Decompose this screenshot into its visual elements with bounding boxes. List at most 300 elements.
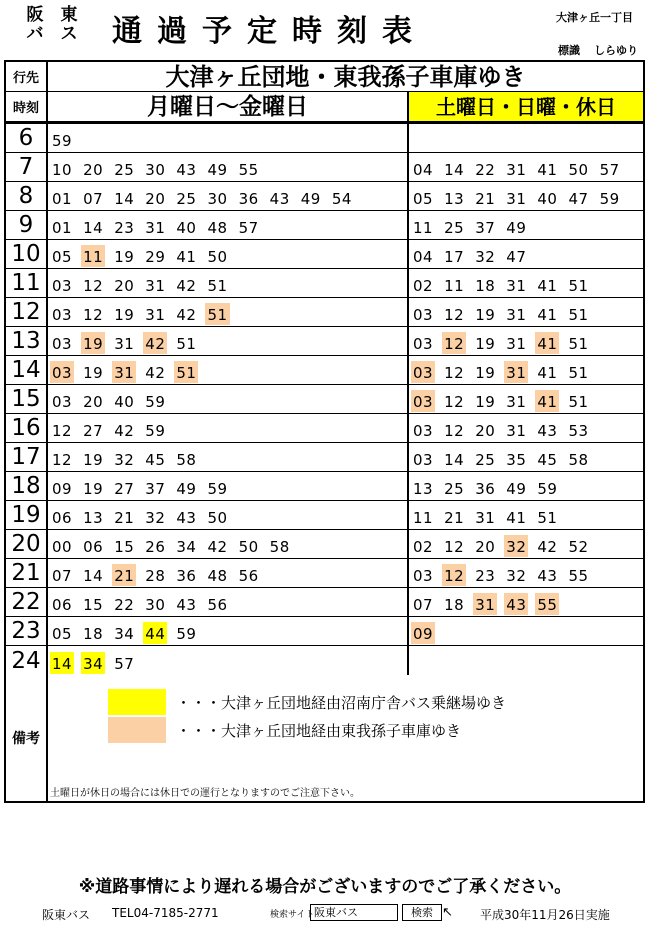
- weekday-minutes: [50, 390, 174, 412]
- departure-minute: 31: [506, 190, 527, 208]
- weekend-cell: [409, 182, 643, 210]
- departure-minute: 23: [475, 567, 496, 585]
- departure-minute: 31: [506, 306, 527, 324]
- weekend-minutes: [411, 506, 566, 528]
- departure-minute: 02: [413, 277, 434, 295]
- departure-minute: 42: [207, 538, 228, 556]
- hour-label: 23: [6, 617, 48, 645]
- departure-minute: 51: [207, 277, 228, 295]
- departure-minute: 01: [52, 190, 73, 208]
- departure-minute: 31: [473, 593, 497, 615]
- weekend-minutes: [411, 274, 598, 296]
- departure-minute: 59: [599, 190, 620, 208]
- departure-minute: 51: [176, 335, 197, 353]
- weekday-cell: [48, 414, 409, 442]
- weekend-cell: [409, 153, 643, 181]
- hour-label: 19: [6, 501, 48, 529]
- weekday-cell: [48, 646, 409, 675]
- departure-minute: 03: [413, 567, 434, 585]
- weekend-cell: [409, 327, 643, 355]
- stop-name: 大津ヶ丘一丁目: [556, 11, 633, 24]
- departure-minute: 27: [114, 480, 135, 498]
- weekday-minutes: [50, 129, 81, 151]
- departure-minute: 20: [83, 161, 104, 179]
- departure-minute: 25: [176, 190, 197, 208]
- departure-minute: 41: [535, 390, 559, 412]
- weekend-minutes: [411, 622, 442, 644]
- weekday-cell: [48, 617, 409, 645]
- sign-value: しらゆり: [594, 44, 638, 57]
- departure-minute: 43: [504, 593, 528, 615]
- departure-minute: 12: [52, 422, 73, 440]
- departure-minute: 03: [413, 335, 434, 353]
- weekday-minutes: [50, 535, 299, 557]
- departure-minute: 40: [176, 219, 197, 237]
- effective-date: 平成30年11月26日実施: [480, 908, 610, 922]
- weekday-minutes: [50, 477, 237, 499]
- departure-minute: 32: [145, 509, 166, 527]
- departure-minute: 12: [444, 393, 465, 411]
- weekday-cell: [48, 588, 409, 616]
- departure-minute: 12: [444, 538, 465, 556]
- hour-row: [6, 269, 643, 298]
- time-label: 時刻: [6, 92, 48, 121]
- departure-minute: 25: [475, 451, 496, 469]
- departure-minute: 35: [506, 451, 527, 469]
- search-site-label: 検索サイト: [270, 910, 315, 920]
- departure-minute: 34: [176, 538, 197, 556]
- departure-minute: 03: [411, 390, 435, 412]
- departure-minute: 21: [114, 509, 135, 527]
- departure-minute: 31: [506, 277, 527, 295]
- weekend-minutes: [411, 477, 566, 499]
- departure-minute: 03: [52, 393, 73, 411]
- weekday-cell: [48, 327, 409, 355]
- hour-label: 7: [6, 153, 48, 181]
- departure-minute: 11: [444, 277, 465, 295]
- weekday-cell: [48, 124, 409, 152]
- weekend-cell: [409, 298, 643, 326]
- weekend-minutes: [411, 361, 598, 383]
- company-logo-col2: 東 ス: [60, 5, 78, 44]
- departure-minute: 53: [568, 422, 589, 440]
- hour-row: [6, 211, 643, 240]
- weekday-minutes: [50, 216, 268, 238]
- departure-minute: 03: [52, 306, 73, 324]
- hour-row: [6, 414, 643, 443]
- departure-minute: 45: [145, 451, 166, 469]
- departure-minute: 12: [83, 277, 104, 295]
- departure-minute: 18: [83, 625, 104, 643]
- notes-label: 備考: [6, 675, 48, 801]
- weekend-minutes: [411, 535, 598, 557]
- weekend-minutes: [411, 158, 629, 180]
- departure-minute: 51: [568, 335, 589, 353]
- departure-minute: 12: [442, 564, 466, 586]
- notes: [48, 675, 643, 801]
- departure-minute: 31: [506, 393, 527, 411]
- departure-minute: 23: [114, 219, 135, 237]
- departure-minute: 25: [114, 161, 135, 179]
- departure-minute: 25: [444, 480, 465, 498]
- departure-minute: 03: [413, 451, 434, 469]
- departure-minute: 43: [537, 567, 558, 585]
- weekday-cell: [48, 472, 409, 500]
- weekend-cell: [409, 211, 643, 239]
- departure-minute: 31: [506, 422, 527, 440]
- weekend-cell: [409, 240, 643, 268]
- departure-minute: 06: [52, 509, 73, 527]
- weekend-cell: [409, 617, 643, 645]
- departure-minute: 43: [176, 161, 197, 179]
- weekend-cell: [409, 588, 643, 616]
- departure-minute: 36: [238, 190, 259, 208]
- legend-orange: [108, 717, 461, 743]
- hour-row: [6, 327, 643, 356]
- hour-label: 24: [6, 646, 48, 675]
- departure-minute: 13: [83, 509, 104, 527]
- weekend-cell: [409, 443, 643, 471]
- departure-minute: 19: [475, 393, 496, 411]
- hour-label: 17: [6, 443, 48, 471]
- departure-minute: 59: [176, 625, 197, 643]
- departure-minute: 51: [205, 303, 229, 325]
- cursor-pointer-icon: ↖: [442, 905, 453, 920]
- departure-minute: 01: [52, 219, 73, 237]
- departure-minute: 31: [145, 219, 166, 237]
- departure-minute: 49: [176, 480, 197, 498]
- departure-minute: 34: [114, 625, 135, 643]
- weekend-minutes: [411, 593, 566, 615]
- departure-minute: 31: [145, 277, 166, 295]
- departure-minute: 31: [506, 335, 527, 353]
- departure-minute: 43: [176, 509, 197, 527]
- weekend-cell: [409, 559, 643, 587]
- weekday-minutes: [50, 506, 237, 528]
- departure-minute: 41: [537, 364, 558, 382]
- departure-minute: 57: [599, 161, 620, 179]
- departure-minute: 34: [81, 652, 105, 674]
- departure-minute: 50: [568, 161, 589, 179]
- sign-info: [558, 42, 638, 58]
- weekend-cell: [409, 269, 643, 297]
- departure-minute: 42: [176, 306, 197, 324]
- departure-minute: 19: [114, 306, 135, 324]
- departure-minute: 41: [537, 306, 558, 324]
- departure-minute: 15: [114, 538, 135, 556]
- departure-minute: 40: [114, 393, 135, 411]
- departure-minute: 56: [238, 567, 259, 585]
- footer-phone: TEL04-7185-2771: [112, 906, 219, 920]
- hour-label: 12: [6, 298, 48, 326]
- departure-minute: 45: [537, 451, 558, 469]
- weekday-minutes: [50, 187, 361, 209]
- departure-minute: 59: [207, 480, 228, 498]
- departure-minute: 32: [475, 248, 496, 266]
- legend-yellow: [108, 689, 506, 715]
- departure-minute: 14: [444, 451, 465, 469]
- hour-label: 11: [6, 269, 48, 297]
- departure-minute: 14: [50, 652, 74, 674]
- departure-minute: 20: [83, 393, 104, 411]
- weekday-minutes: [50, 448, 205, 470]
- departure-minute: 41: [176, 248, 197, 266]
- weekend-header: 土曜日・日曜・休日: [409, 92, 643, 121]
- departure-minute: 05: [413, 190, 434, 208]
- departure-minute: 37: [475, 219, 496, 237]
- departure-minute: 20: [475, 422, 496, 440]
- departure-minute: 31: [504, 361, 528, 383]
- departure-minute: 49: [506, 480, 527, 498]
- departure-minute: 31: [114, 335, 135, 353]
- departure-minute: 59: [145, 422, 166, 440]
- departure-minute: 10: [52, 161, 73, 179]
- hour-row: [6, 124, 643, 153]
- departure-minute: 12: [442, 332, 466, 354]
- search-box: 阪東バス: [310, 904, 398, 921]
- hour-row: [6, 617, 643, 646]
- departure-minute: 58: [269, 538, 290, 556]
- weekday-cell: [48, 211, 409, 239]
- hour-row: [6, 356, 643, 385]
- weekend-minutes: [411, 245, 535, 267]
- weekend-cell: [409, 646, 643, 675]
- departure-minute: 41: [537, 277, 558, 295]
- departure-minute: 03: [50, 361, 74, 383]
- weekday-cell: [48, 182, 409, 210]
- legend-yellow-swatch: [108, 689, 166, 715]
- footer: [0, 904, 650, 924]
- departure-minute: 40: [537, 190, 558, 208]
- departure-minute: 05: [52, 625, 73, 643]
- departure-minute: 43: [176, 596, 197, 614]
- weekend-cell: [409, 501, 643, 529]
- departure-minute: 22: [475, 161, 496, 179]
- departure-minute: 48: [207, 567, 228, 585]
- weekend-cell: [409, 414, 643, 442]
- hour-label: 6: [6, 124, 48, 152]
- departure-minute: 49: [207, 161, 228, 179]
- departure-minute: 28: [145, 567, 166, 585]
- weekday-minutes: [50, 652, 143, 674]
- departure-minute: 47: [506, 248, 527, 266]
- departure-minute: 42: [145, 364, 166, 382]
- departure-minute: 41: [537, 161, 558, 179]
- weekend-cell: [409, 356, 643, 384]
- page-title: 通過予定時刻表: [112, 14, 427, 49]
- departure-minute: 51: [174, 361, 198, 383]
- departure-minute: 50: [207, 248, 228, 266]
- departure-minute: 19: [114, 248, 135, 266]
- weekend-cell: [409, 530, 643, 558]
- legend-yellow-text: ・・・大津ヶ丘団地経由沼南庁舎バス乗継場ゆき: [176, 693, 507, 712]
- departure-minute: 26: [145, 538, 166, 556]
- header: [0, 0, 650, 58]
- weekday-cell: [48, 530, 409, 558]
- hour-label: 14: [6, 356, 48, 384]
- departure-minute: 13: [413, 480, 434, 498]
- weekday-minutes: [50, 245, 237, 267]
- departure-minute: 32: [506, 567, 527, 585]
- departure-minute: 12: [444, 306, 465, 324]
- departure-minute: 14: [83, 567, 104, 585]
- departure-minute: 19: [475, 306, 496, 324]
- weekend-cell: [409, 124, 643, 152]
- departure-minute: 44: [143, 622, 167, 644]
- weekend-cell: [409, 472, 643, 500]
- day-type-row: [6, 92, 643, 124]
- weekend-cell: [409, 385, 643, 413]
- departure-minute: 13: [444, 190, 465, 208]
- departure-minute: 58: [568, 451, 589, 469]
- hour-label: 15: [6, 385, 48, 413]
- departure-minute: 51: [568, 364, 589, 382]
- departure-minute: 31: [112, 361, 136, 383]
- departure-minute: 14: [444, 161, 465, 179]
- destination: 大津ヶ丘団地・東我孫子車庫ゆき: [165, 63, 526, 91]
- departure-minute: 07: [52, 567, 73, 585]
- departure-minute: 41: [506, 509, 527, 527]
- timetable: [4, 60, 645, 803]
- departure-minute: 15: [83, 596, 104, 614]
- departure-minute: 12: [52, 451, 73, 469]
- legend-orange-swatch: [108, 717, 166, 743]
- hour-label: 21: [6, 559, 48, 587]
- departure-minute: 57: [238, 219, 259, 237]
- departure-minute: 51: [568, 277, 589, 295]
- departure-minute: 43: [269, 190, 290, 208]
- weekday-cell: [48, 559, 409, 587]
- weekend-minutes: [411, 448, 598, 470]
- departure-minute: 59: [52, 132, 73, 150]
- departure-minute: 57: [114, 655, 135, 673]
- departure-minute: 31: [475, 509, 496, 527]
- departure-minute: 00: [52, 538, 73, 556]
- hour-rows: [6, 124, 643, 675]
- weekday-cell: [48, 153, 409, 181]
- hour-label: 18: [6, 472, 48, 500]
- departure-minute: 54: [331, 190, 352, 208]
- departure-minute: 19: [83, 451, 104, 469]
- departure-minute: 59: [145, 393, 166, 411]
- departure-minute: 42: [143, 332, 167, 354]
- departure-minute: 11: [413, 509, 434, 527]
- notes-row: [6, 675, 643, 801]
- departure-minute: 50: [207, 509, 228, 527]
- departure-minute: 12: [83, 306, 104, 324]
- departure-minute: 06: [52, 596, 73, 614]
- departure-minute: 30: [145, 161, 166, 179]
- weekday-cell: [48, 298, 409, 326]
- departure-minute: 30: [207, 190, 228, 208]
- departure-minute: 19: [475, 335, 496, 353]
- departure-minute: 51: [537, 509, 558, 527]
- departure-minute: 20: [114, 277, 135, 295]
- departure-minute: 31: [506, 161, 527, 179]
- departure-minute: 14: [83, 219, 104, 237]
- weekday-cell: [48, 501, 409, 529]
- weekday-minutes: [50, 332, 205, 354]
- departure-minute: 55: [535, 593, 559, 615]
- departure-minute: 42: [114, 422, 135, 440]
- footer-company: 阪東バス: [42, 908, 91, 922]
- departure-minute: 21: [112, 564, 136, 586]
- search-button: 検索: [402, 904, 442, 921]
- departure-minute: 09: [411, 622, 435, 644]
- hour-row: [6, 530, 643, 559]
- weekend-minutes: [411, 564, 598, 586]
- departure-minute: 29: [145, 248, 166, 266]
- departure-minute: 09: [52, 480, 73, 498]
- departure-minute: 07: [83, 190, 104, 208]
- departure-minute: 04: [413, 161, 434, 179]
- departure-minute: 02: [413, 538, 434, 556]
- departure-minute: 18: [475, 277, 496, 295]
- departure-minute: 19: [81, 332, 105, 354]
- departure-minute: 11: [81, 245, 105, 267]
- hour-row: [6, 646, 643, 675]
- departure-minute: 49: [300, 190, 321, 208]
- departure-minute: 04: [413, 248, 434, 266]
- sign-label: 標識: [558, 44, 580, 57]
- departure-minute: 48: [207, 219, 228, 237]
- weekday-minutes: [50, 622, 205, 644]
- weekday-minutes: [50, 158, 268, 180]
- departure-minute: 43: [537, 422, 558, 440]
- departure-minute: 25: [444, 219, 465, 237]
- departure-minute: 21: [475, 190, 496, 208]
- departure-minute: 42: [537, 538, 558, 556]
- weekend-minutes: [411, 303, 598, 325]
- weekend-minutes: [411, 216, 535, 238]
- weekday-header: 月曜日〜金曜日: [48, 92, 409, 121]
- legend-orange-text: ・・・大津ヶ丘団地経由東我孫子車庫ゆき: [176, 721, 462, 740]
- departure-minute: 49: [506, 219, 527, 237]
- weekday-cell: [48, 240, 409, 268]
- weekday-minutes: [50, 564, 268, 586]
- departure-minute: 37: [145, 480, 166, 498]
- departure-minute: 41: [535, 332, 559, 354]
- weekend-minutes: [411, 419, 598, 441]
- departure-minute: 03: [52, 277, 73, 295]
- departure-minute: 12: [444, 422, 465, 440]
- departure-minute: 47: [568, 190, 589, 208]
- holiday-note: 土曜日が休日の場合には休日での運行となりますのでご注意下さい。: [50, 788, 360, 799]
- hour-label: 20: [6, 530, 48, 558]
- hour-label: 9: [6, 211, 48, 239]
- departure-minute: 36: [475, 480, 496, 498]
- departure-minute: 52: [568, 538, 589, 556]
- destination-row: [6, 62, 643, 92]
- hour-row: [6, 472, 643, 501]
- departure-minute: 19: [83, 364, 104, 382]
- weekday-minutes: [50, 303, 237, 325]
- departure-minute: 30: [145, 596, 166, 614]
- hour-row: [6, 443, 643, 472]
- hour-row: [6, 588, 643, 617]
- departure-minute: 03: [413, 306, 434, 324]
- weekend-minutes: [411, 332, 598, 354]
- departure-minute: 20: [475, 538, 496, 556]
- hour-row: [6, 240, 643, 269]
- hour-label: 8: [6, 182, 48, 210]
- departure-minute: 22: [114, 596, 135, 614]
- hour-label: 22: [6, 588, 48, 616]
- departure-minute: 14: [114, 190, 135, 208]
- hour-label: 16: [6, 414, 48, 442]
- departure-minute: 19: [475, 364, 496, 382]
- departure-minute: 32: [114, 451, 135, 469]
